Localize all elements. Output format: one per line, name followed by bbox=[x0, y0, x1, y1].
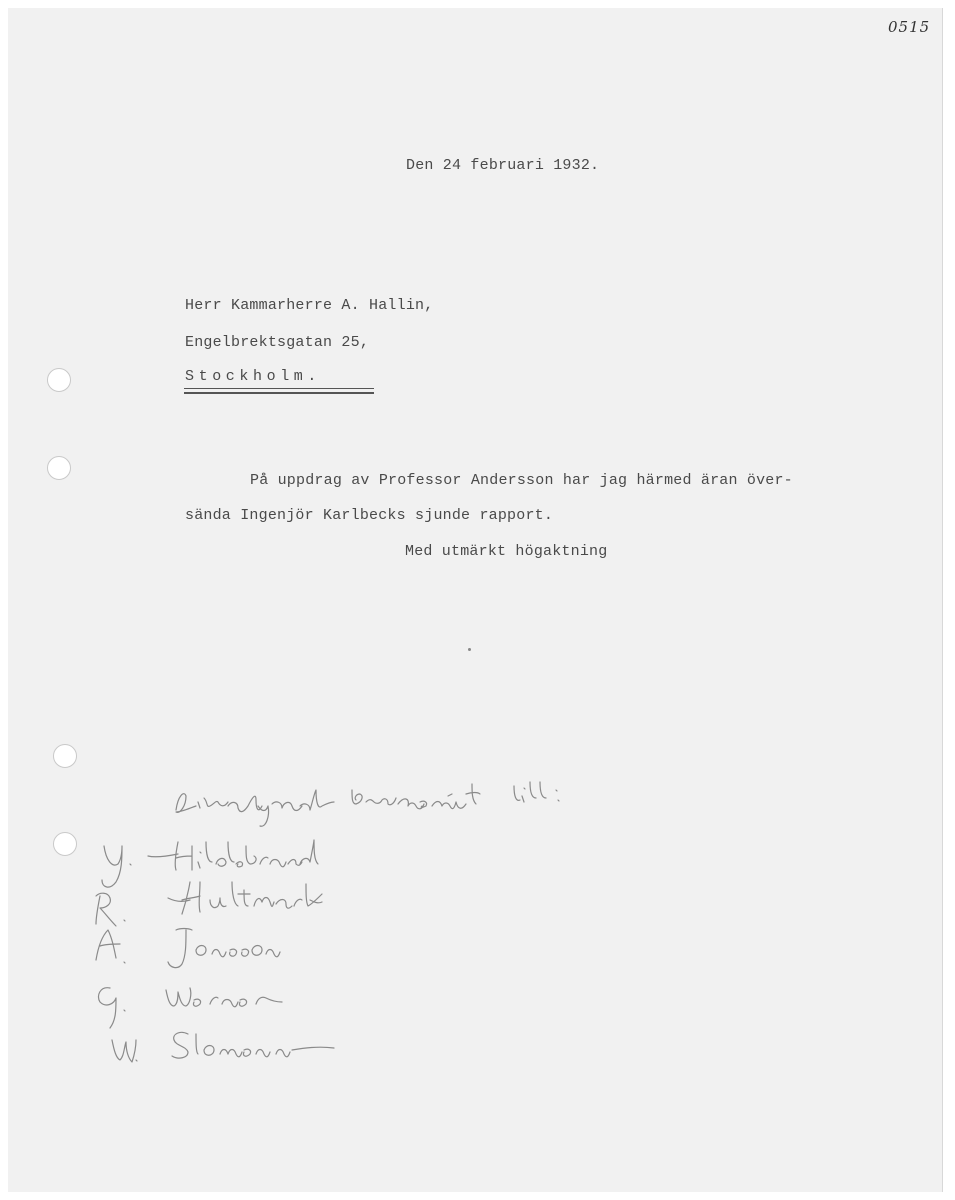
letter-body-line-1: På uppdrag av Professor Andersson har jag härmed äran över- bbox=[250, 472, 793, 489]
letter-date: Den 24 februari 1932. bbox=[406, 157, 600, 174]
recipient-name: Herr Kammarherre A. Hallin, bbox=[185, 297, 434, 314]
page-number: 0515 bbox=[888, 18, 931, 36]
handwritten-name-hildebrand bbox=[102, 840, 318, 887]
recipient-city: Stockholm. bbox=[185, 368, 322, 385]
handwritten-name-hultmark bbox=[96, 882, 322, 926]
handwritten-name-jonsson bbox=[96, 929, 280, 968]
letter-body-line-2: sända Ingenjör Karlbecks sjunde rapport. bbox=[185, 507, 554, 524]
handwritten-heading bbox=[176, 782, 559, 826]
handwritten-name-werner bbox=[98, 988, 282, 1028]
letter-closing: Med utmärkt högaktning bbox=[405, 543, 608, 560]
recipient-street: Engelbrektsgatan 25, bbox=[185, 334, 370, 351]
handwritten-name-slomann bbox=[112, 1032, 334, 1062]
